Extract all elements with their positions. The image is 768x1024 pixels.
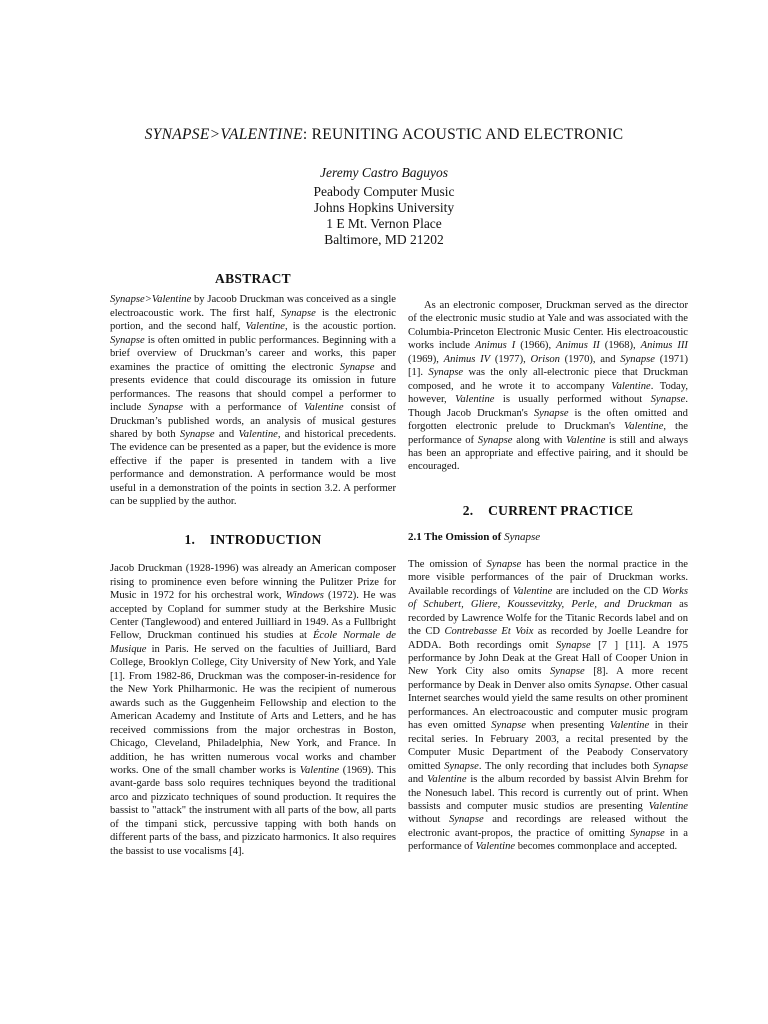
subsection-2-1-heading (408, 531, 688, 544)
italic-run: Synapse (653, 760, 688, 772)
italic-run: Windows (285, 590, 324, 602)
italic-run: Synapse (444, 760, 479, 772)
electronic-paragraph: As an electronic composer, Druckman served as the director of the electronic music studio at Yale and was associated with the Columbia-Princeton Electronic Music Center. His electroacoustic works include Animus I (1966), Animus II (1968), Animus III (1969), Animus IV (1977), Orison (1970), and Synapse (1971) [1]. Synapse was the only all-electronic piece that Druckman composed, and he wrote it to accompany Valentine. Today, however, Valentine is usually performed without Synapse. Though Jacob Druckman's Synapse is the often omitted and forgotten electronic prelude to Druckman's Valentine, the performance of Synapse along with Valentine is still and always has been an appropriate and effective pairing, and it should be encouraged. (408, 300, 689, 473)
italic-run: Synapse (533, 407, 569, 419)
italic-run: Valentine (427, 774, 467, 786)
italic-run: Valentine (245, 321, 285, 333)
italic-run: Synapse (486, 558, 522, 570)
italic-run: Synapse (620, 353, 656, 365)
italic-run: Contrebasse Et Voix (444, 626, 534, 638)
subsection-2-1-italic: Synapse (504, 531, 541, 544)
paper-title (0, 126, 768, 144)
italic-run: Synapse (110, 334, 145, 346)
italic-run: Valentine (475, 841, 516, 853)
italic-run: Synapse (448, 814, 484, 826)
author-block (0, 165, 768, 248)
abstract-paragraph: Synapse>Valentine by Jacoob Druckman was conceived as a single electroacoustic work. The first half, Synapse is the electronic portion, and the second half, Valentine, is the acoustic portion. Synapse is often omitted in public performances. Beginning with a brief overview of Druckman’s career and works, this paper examines the practice of omitting the electronic Synapse and presents evidence that could discourage its omission in future performances. The reasons that should compel a performer to include Synapse with a performance of Valentine consist of Druckman’s published words, an analysis of musical gestures shared by both Synapse and Valentine, and historical precedents. The evidence can be presented as a paper, but the evidence is more effective if the paper is presented in tandem with a live performance and demonstration. A performance would be most useful in a demonstration of the points in section 3.2. A performer can be supplied by the author. (110, 294, 396, 508)
italic-run: Animus II (556, 340, 600, 352)
affiliation-line: Peabody Computer Music (313, 184, 455, 199)
italic-run: Synapse (594, 679, 630, 691)
author-name: Jeremy Castro Baguyos (320, 165, 448, 180)
italic-run: Synapse (477, 434, 513, 446)
subsection-2-1-prefix: 2.1 The Omission of (408, 531, 505, 544)
italic-run: Orison (530, 353, 560, 365)
affiliation-line: 1 E Mt. Vernon Place (326, 216, 442, 231)
current-practice-heading: 2. CURRENT PRACTICE (462, 502, 634, 518)
italic-run: Valentine (648, 800, 688, 812)
italic-run: Synapse (281, 307, 316, 319)
paper-title-italic: SYNAPSE>VALENTINE (144, 126, 303, 143)
italic-run: Synapse (428, 367, 464, 379)
italic-run: Synapse (339, 361, 375, 373)
italic-run: Animus III (640, 340, 688, 352)
italic-run: Valentine (512, 585, 553, 597)
italic-run: Valentine (238, 428, 278, 440)
italic-run: Animus I (474, 340, 516, 352)
intro-paragraph: Jacob Druckman (1928-1996) was already an American composer rising to prominence even before winning the Pulitzer Prize for Music in 1972 for his orchestral work, Windows (1972). He was accepted by Copland for summer study at the Berkshire Music Center (Tanglewood) and entered Juilliard in 1949. As a Fullbright Fellow, Druckman continued his studies at École Normale de Musique in Paris. He served on the faculties of Juilliard, Bard College, Brooklyn College, City University of New York, and Yale [1]. From 1982-86, Druckman was the composer-in-residence for the New York Philharmonic. He was the recipient of numerous awards such as the Guggenheim Fellowship and election to the American Academy and Institute of Arts and Letters, and he has received commissions from the major orchestras in Boston, Chicago, Cleveland, Philadelphia, New York, and France. In addition, he has written numerous vocal works and chamber works. One of the small chamber works is Valentine (1969). This avant-garde bass solo requires techniques beyond the traditional arco and pizzicato techniques of sound production. It requires the bassist to "attack" the instrument with all parts of the bow, all parts of the timpani stick, percussive tapping with both hands on different parts of the bass, and pizzicato harmonics. It also requires the bassist to use vocalisms [4]. (110, 563, 397, 857)
left-column (110, 272, 396, 858)
intro-heading: 1. INTRODUCTION (184, 531, 322, 547)
omission-paragraph: The omission of Synapse has been the normal practice in the more visible performances of the pair of Druckman works. Available recordings of Valentine are included on the CD Works of Schubert, Gliere, Koussevitzky, Perle, and Druckman as recorded by Lawrence Wolfe for the Titanic Records label and on the CD Contrebasse Et Voix as recorded by Joelle Leandre for ADDA. Both recordings omit Synapse [7 ] [11]. A 1975 performance by John Deak at the Great Hall of Cooper Union in New York City also omits Synapse [8]. A more recent performance by Deak in Denver also omits Synapse. Other casual Internet searches would yield the same results on other prominent performances. An electroacoustic and computer music program has even omitted Synapse when presenting Valentine in their recital series. In February 2003, a recital presented by the Computer Music Department of the Peabody Conservatory omitted Synapse. The only recording that includes both Synapse and Valentine is the album recorded by bassist Alvin Brehm for the Nonesuch label. This record is currently out of print. When bassists and computer music studios are presenting Valentine without Synapse and recordings are released without the electronic avant-propos, the practice of omitting Synapse in a performance of Valentine becomes commonplace and accepted. (408, 558, 689, 853)
italic-run: Valentine (304, 402, 344, 414)
italic-run: Synapse (650, 394, 686, 406)
italic-run: Synapse (549, 666, 585, 678)
italic-run: École Normale de Musique (110, 630, 397, 655)
italic-run: Valentine (624, 421, 664, 433)
paper-title-rest: : REUNITING ACOUSTIC AND ELECTRONIC (302, 126, 624, 143)
italic-run: Valentine (566, 434, 606, 446)
italic-run: Animus IV (443, 353, 491, 365)
italic-run: Valentine (299, 764, 340, 776)
italic-run: Works of Schubert, Gliere, Koussevitzky, Perle, and Druckman (408, 585, 688, 611)
italic-run: Synapse (629, 827, 665, 839)
italic-run: Valentine (609, 720, 650, 732)
italic-run: Valentine (611, 380, 651, 392)
italic-run: Synapse>Valentine (110, 294, 192, 306)
italic-run: Synapse (179, 428, 215, 440)
right-column (408, 299, 688, 854)
italic-run: Valentine (455, 394, 495, 406)
affiliation-line: Johns Hopkins University (313, 200, 455, 215)
affiliation-line: Baltimore, MD 21202 (324, 232, 444, 247)
italic-run: Synapse (148, 402, 183, 414)
abstract-heading: ABSTRACT (215, 271, 291, 286)
italic-run: Synapse (491, 720, 526, 732)
italic-run: Synapse (555, 639, 591, 651)
